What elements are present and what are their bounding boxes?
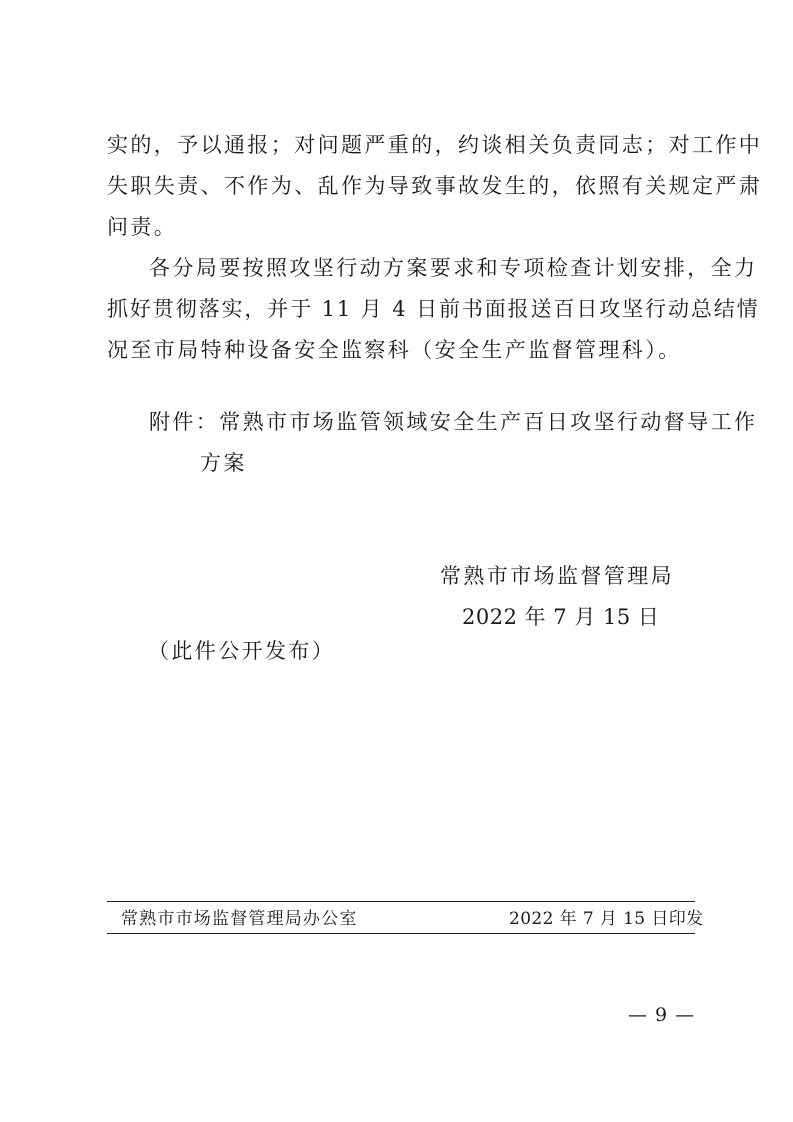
footer-issuer: 常熟市市场监督管理局办公室 xyxy=(121,909,358,929)
paragraph-line: 各分局要按照攻坚行动方案要求和专项检查计划安排，全力 xyxy=(149,256,758,280)
paragraph-line: 失职失责、不作为、乱作为导致事故发生的，依照有关规定严肃 xyxy=(107,174,763,198)
paragraph-line: 实的，予以通报；对问题严重的，约谈相关负责同志；对工作中 xyxy=(107,133,763,157)
footer-bottom-rule xyxy=(107,933,695,934)
paragraph-line: 况至市局特种设备安全监察科（安全生产监督管理科）。 xyxy=(107,338,682,362)
signature-date: 2022 年 7 月 15 日 xyxy=(462,605,660,629)
paragraph-line: 抓好贯彻落实，并于 11 月 4 日前书面报送百日攻坚行动总结情 xyxy=(107,297,760,321)
attachment-line: 附件：常熟市市场监管领域安全生产百日攻坚行动督导工作 xyxy=(149,410,758,434)
attachment-line: 方案 xyxy=(200,451,247,475)
paragraph-line: 问责。 xyxy=(107,215,178,239)
signature-organization: 常熟市市场监督管理局 xyxy=(440,564,674,588)
page-number: — 9 — xyxy=(628,1004,696,1026)
footer-issue-date: 2022 年 7 月 15 日印发 xyxy=(509,909,704,929)
footer-top-rule xyxy=(107,901,695,902)
disclosure-note: （此件公开发布） xyxy=(148,639,336,663)
